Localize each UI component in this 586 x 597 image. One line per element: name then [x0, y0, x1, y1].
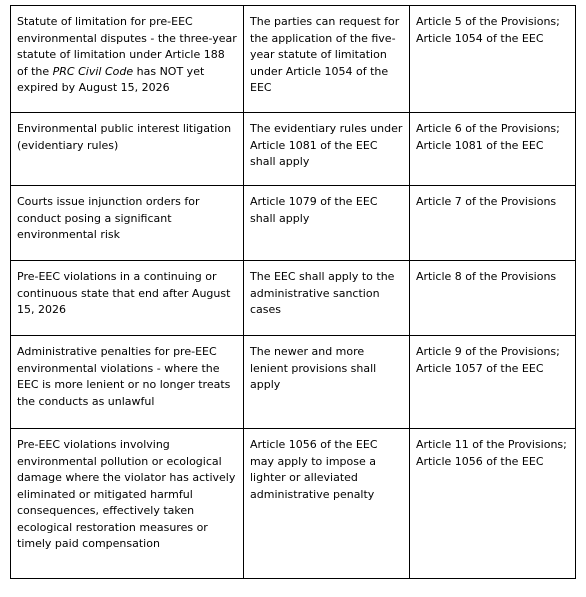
table-row — [11, 113, 576, 186]
rule-cell: The EEC shall apply to the administrative sanction cases — [244, 261, 410, 336]
scenario-cell: Pre-EEC violations in a continuing or continuous state that end after August 15, 2026 — [11, 261, 244, 336]
basis-cell: Article 8 of the Provisions — [410, 261, 576, 336]
basis-cell: Article 11 of the Provisions; Article 1056 of the EEC — [410, 429, 576, 579]
basis-cell: Article 7 of the Provisions — [410, 186, 576, 261]
table-row — [11, 261, 576, 336]
rule-cell: Article 1056 of the EEC may apply to impose a lighter or alleviated administrative penalty — [244, 429, 410, 579]
rule-cell: The newer and more lenient provisions shall apply — [244, 336, 410, 429]
rule-cell: The evidentiary rules under Article 1081 of the EEC shall apply — [244, 113, 410, 186]
rule-cell: The parties can request for the application of the five-year statute of limitation under Article 1054 of the EEC — [244, 6, 410, 113]
scenario-cell — [11, 6, 244, 113]
scenario-italic-text: PRC Civil Code — [52, 64, 134, 78]
basis-cell: Article 6 of the Provisions; Article 1081 of the EEC — [410, 113, 576, 186]
scenario-cell: Environmental public interest litigation (evidentiary rules) — [11, 113, 244, 186]
table-row — [11, 429, 576, 579]
scenario-cell: Pre-EEC violations involving environmental pollution or ecological damage where the violator has actively eliminated or mitigated harmful consequences, effectively taken ecological restoration measures or timely paid compensation — [11, 429, 244, 579]
table-row — [11, 186, 576, 261]
table-row — [11, 6, 576, 113]
basis-cell: Article 9 of the Provisions; Article 1057 of the EEC — [410, 336, 576, 429]
scenario-cell: Courts issue injunction orders for conduct posing a significant environmental risk — [11, 186, 244, 261]
table-row — [11, 336, 576, 429]
scenario-text: has NOT yet expired by August 15, 2026 — [17, 64, 205, 94]
provisions-table — [10, 5, 576, 579]
rule-cell: Article 1079 of the EEC shall apply — [244, 186, 410, 261]
scenario-text: Statute of limitation for pre-EEC environmental disputes - the three-year statute of limitation under Article 188 of the — [17, 15, 237, 78]
scenario-cell: Administrative penalties for pre-EEC environmental violations - where the EEC is more lenient or no longer treats the conducts as unlawful — [11, 336, 244, 429]
basis-cell: Article 5 of the Provisions; Article 1054 of the EEC — [410, 6, 576, 113]
